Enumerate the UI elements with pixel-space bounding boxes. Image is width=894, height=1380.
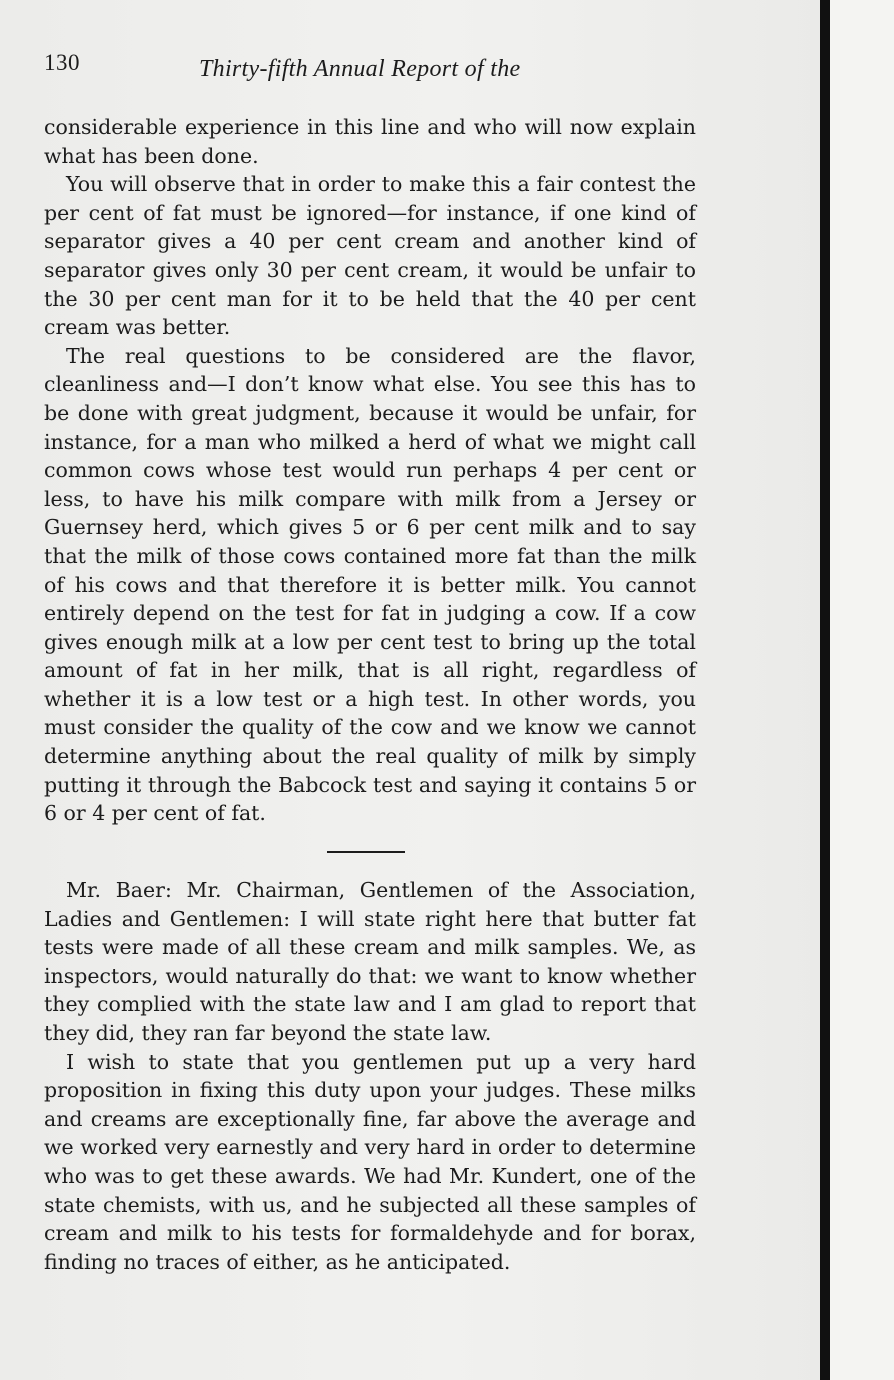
paragraph: considerable experience in this line and who will now explain what has been done. bbox=[44, 115, 696, 168]
page-gutter-shadow bbox=[820, 0, 830, 1380]
body-text-bottom bbox=[44, 876, 696, 1276]
running-title: Thirty-fifth Annual Report of the bbox=[199, 56, 521, 82]
paragraph: The real questions to be considered are the flavor, cleanliness and—I don’t know what else. You see this has to be done with great judgment, because it would be unfair, for instance, for a man who milked a herd of what we might call common cows whose test would run perhaps 4 per cent or less, to have his milk compare with milk from a Jersey or Guernsey herd, which gives 5 or 6 per cent milk and to say that the milk of those cows contained more fat than the milk of his cows and that therefore it is better milk. You cannot entirely depend on the test for fat in judging a cow. If a cow gives enough milk at a low per cent test to bring up the total amount of fat in her milk, that is all right, regardless of whether it is a low test or a high test. In other words, you must consider the quality of the cow and we know we cannot determine anything about the real quality of milk by simply putting it through the Babcock test and saying it contains 5 or 6 or 4 per cent of fat. bbox=[44, 343, 696, 826]
paragraph: You will observe that in order to make this a fair contest the per cent of fat must be ignored—for instance, if one kind of separator gives a 40 per cent cream and another kind of separator gives only 30 per cent cream, it would be unfair to the 30 per cent man for it to be held that the 40 per cent cream was better. bbox=[44, 172, 696, 340]
body-text-top bbox=[44, 113, 696, 828]
paragraph: Mr. Baer: Mr. Chairman, Gentlemen of the Association, Ladies and Gentlemen: I will state right here that butter fat tests were made of all these cream and milk samples. We, as inspectors, would naturally do that: we want to know whether they complied with the state law and I am glad to report that they did, they ran far beyond the state law. bbox=[44, 878, 696, 1045]
page-number: 130 bbox=[44, 50, 80, 75]
section-divider bbox=[327, 851, 405, 853]
paragraph: I wish to state that you gentlemen put up a very hard proposition in fixing this duty upon your judges. These milks and creams are exceptionally fine, far above the average and we worked very earnestly and very hard in order to determine who was to get these awards. We had Mr. Kundert, one of the state chemists, with us, and he subjected all these samples of cream and milk to his tests for formaldehyde and for borax, finding no traces of either, as he anticipated. bbox=[44, 1049, 696, 1274]
page-header bbox=[44, 50, 704, 90]
facing-page-edge bbox=[830, 0, 894, 1380]
